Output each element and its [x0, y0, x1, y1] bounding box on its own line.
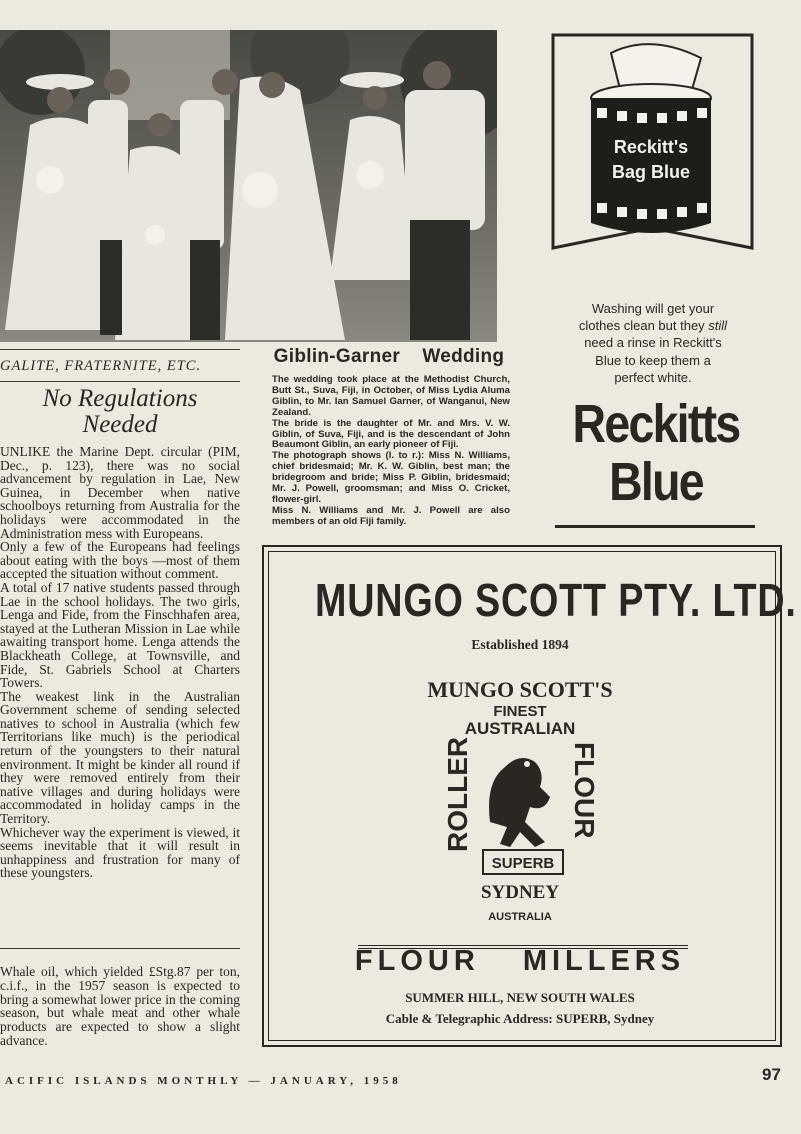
article-body — [0, 445, 240, 880]
article-headline — [0, 386, 240, 438]
section-divider — [0, 948, 240, 949]
company-name: MUNGO SCOTT PTY. LTD. — [315, 574, 797, 626]
logo-superb: SUPERB — [491, 855, 555, 872]
logo-sydney: SYDNEY — [480, 882, 560, 903]
reckitt-brand-logo — [570, 395, 742, 511]
kicker-top-rule — [0, 349, 240, 350]
ad-copy-emphasis: still — [708, 318, 728, 334]
article-paragraph: The weakest link in the Australian Government scheme of sending selected natives to school in Australia (which few Territorians like much) is the periodical return of the youngsters to their natural environment. It might be kinder all round if they were removed entirely from their native villages and during holidays were accommodated in holiday camps in the Territory. — [0, 688, 240, 827]
article-paragraph: Whale oil, which yielded £Stg.87 per ton, c.i.f., in the 1957 season is expected to bring a somewhat lower price in the coming season, but whale meat and other whale products are expected to show a slight advance. — [0, 964, 240, 1048]
logo-brand: MUNGO SCOTT'S — [427, 677, 613, 702]
mungo-scott-flour-logo — [395, 672, 645, 927]
mill-address: SUMMER HILL, NEW SOUTH WALES — [405, 990, 635, 1005]
caption-paragraph: The photograph shows (l. to r.): Miss N. Williams, chief bridesmaid; Mr. K. W. Giblin, best man; the bridegroom and bride; Miss P. Giblin, bridesmaid; Mr. J. Powell, groomsman; and Miss O. Cricket, flower-girl. — [272, 450, 510, 505]
whale-oil-article — [0, 965, 240, 1048]
ad-divider — [555, 525, 755, 528]
box-label: Reckitt's — [613, 137, 689, 157]
cable-address: Cable & Telegraphic Address: SUPERB, Sydney — [385, 1011, 655, 1026]
established-line: Established 1894 — [471, 637, 569, 652]
caption-paragraph: The wedding took place at the Methodist Church, Butt St., Suva, Fiji, in October, of Miss Lydia Aluma Giblin, to Mr. Ian Samuel Garner, of Wanganui, New Zealand. — [272, 374, 510, 418]
caption-paragraph: The bride is the daughter of Mr. and Mrs. V. W. Giblin, of Suva, Fiji, and is the descendant of John Beaumont Giblin, an early pioneer of Fiji. — [272, 417, 510, 451]
logo-australia: AUSTRALIA — [488, 911, 552, 923]
article-paragraph: Only a few of the Europeans had feelings about eating with the boys —most of them accepted the situation without comment. — [0, 539, 240, 582]
brand-line: Reckitts — [572, 394, 740, 454]
headline-line: No Regulations — [42, 385, 198, 412]
box-label: Bag Blue — [611, 162, 691, 182]
wedding-title: Giblin-Garner Wedding — [273, 346, 505, 367]
logo-finest: FINEST — [493, 703, 547, 720]
flour-millers-heading: FLOUR MILLERS — [354, 945, 686, 977]
ad-copy-text: need a rinse in Reckitt's Blue to keep them a perfect white. — [584, 335, 722, 385]
logo-flour: FLOUR — [569, 742, 600, 839]
reckitt-bag-blue-illustration — [551, 33, 754, 253]
running-footer: ACIFIC ISLANDS MONTHLY — JANUARY, 1958 — [5, 1075, 402, 1087]
kicker-bottom-rule — [0, 381, 240, 382]
horse-emblem — [489, 758, 550, 847]
caption-paragraph: Miss N. Williams and Mr. J. Powell are also members of an old Fiji family. — [272, 504, 510, 527]
logo-roller: ROLLER — [442, 736, 473, 852]
article-kicker: GALITE, FRATERNITE, ETC. — [0, 358, 202, 374]
ad-copy-text: Washing will get your clothes clean but they — [578, 301, 715, 334]
wedding-caption — [272, 375, 510, 528]
headline-line: Needed — [82, 411, 158, 438]
logo-australian: AUSTRALIAN — [464, 719, 576, 738]
reckitt-ad-copy — [578, 300, 728, 386]
wedding-photo — [0, 30, 497, 342]
article-paragraph: Whichever way the experiment is viewed, it seems inevitable that it will result in unhappiness and frustration for many of these youngsters. — [0, 824, 240, 881]
article-paragraph: A total of 17 native students passed through Lae in the school holidays. The two girls, Lenga and Fide, from the Finschhafen area, stayed at the Lutheran Mission in Lae while awaiting transport home. Lenga attends the Blackheath College, at Townsville, and Fide, St. Gabriels School at Charters Towers. — [0, 579, 240, 691]
brand-line: Blue — [609, 452, 703, 512]
page-number: 97 — [762, 1065, 781, 1084]
article-paragraph: UNLIKE the Marine Dept. circular (PIM, Dec., p. 123), there was no social advancement by regulation in Lae, New Guinea, in December when native schoolboys returning from Australia for the holidays were accommodated in the Administration mess with Europeans. — [0, 444, 240, 541]
